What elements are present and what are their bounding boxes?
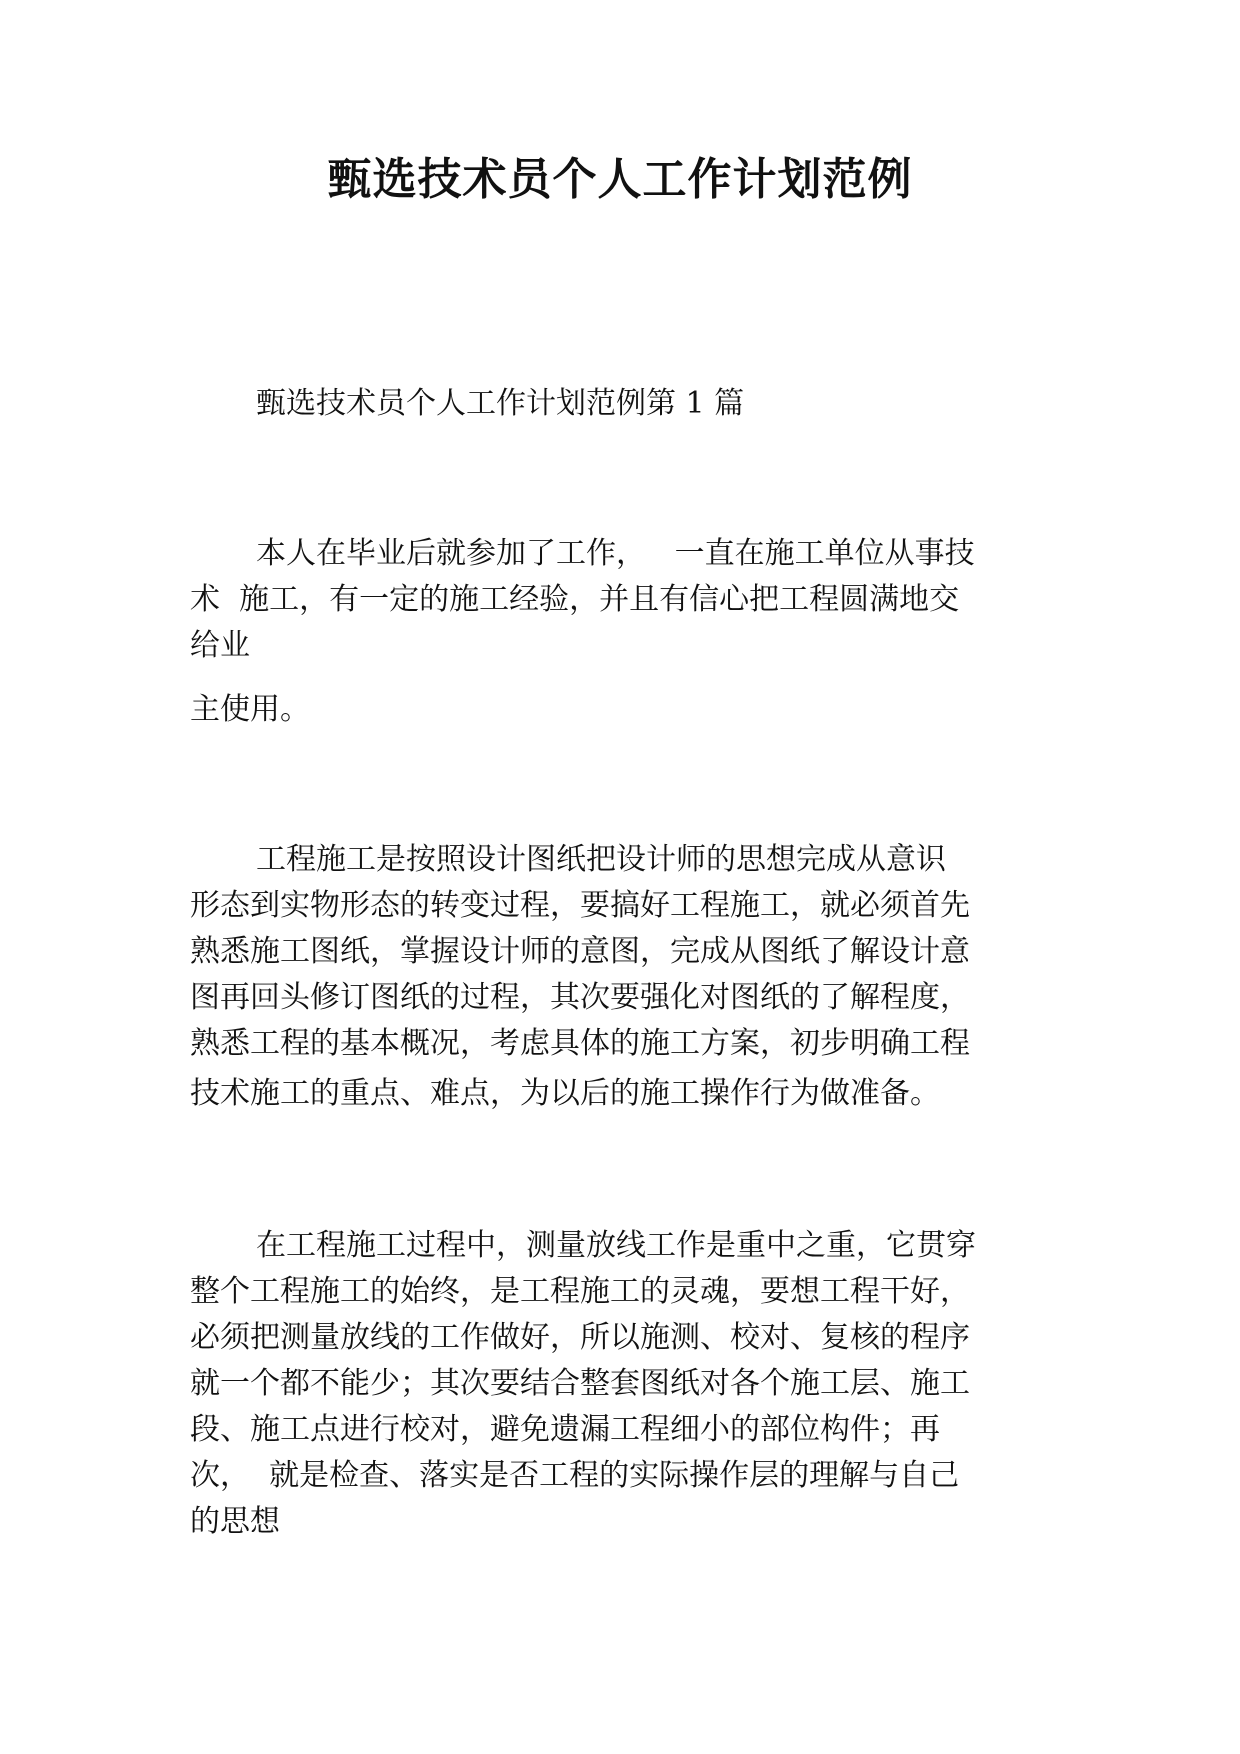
paragraph-line: 段、施工点进行校对，避免遗漏工程细小的部位构件；再 xyxy=(190,1412,940,1447)
paragraph-line: 必须把测量放线的工作做好，所以施测、校对、复核的程序 xyxy=(190,1320,970,1355)
paragraph-line: 形态到实物形态的转变过程，要搞好工程施工，就必须首先 xyxy=(190,888,970,923)
paragraph-line: 工程施工是按照设计图纸把设计师的思想完成从意识 xyxy=(256,842,946,877)
paragraph-line: 本人在毕业后就参加了工作， 一直在施工单位从事技 xyxy=(256,536,975,571)
paragraph-line: 就一个都不能少；其次要结合整套图纸对各个施工层、施工 xyxy=(190,1366,970,1401)
paragraph-line: 在工程施工过程中，测量放线工作是重中之重，它贯穿 xyxy=(256,1228,976,1263)
paragraph-line: 图再回头修订图纸的过程，其次要强化对图纸的了解程度， xyxy=(190,980,970,1015)
paragraph-line: 的思想 xyxy=(190,1504,280,1539)
paragraph-line: 技术施工的重点、难点，为以后的施工操作行为做准备。 xyxy=(190,1076,940,1111)
paragraph-line: 熟悉施工图纸，掌握设计师的意图，完成从图纸了解设计意 xyxy=(190,934,970,969)
section-heading: 甄选技术员个人工作计划范例第 1 篇 xyxy=(256,386,745,421)
paragraph-line: 主使用。 xyxy=(190,692,310,727)
paragraph-line: 整个工程施工的始终，是工程施工的灵魂，要想工程干好， xyxy=(190,1274,970,1309)
document-title: 甄选技术员个人工作计划范例 xyxy=(327,154,913,205)
paragraph-line: 术 施工，有一定的施工经验，并且有信心把工程圆满地交 xyxy=(190,582,960,617)
paragraph-line: 熟悉工程的基本概况，考虑具体的施工方案，初步明确工程 xyxy=(190,1026,970,1061)
paragraph-line: 次， 就是检查、落实是否工程的实际操作层的理解与自己 xyxy=(190,1458,960,1493)
paragraph-line: 给业 xyxy=(190,628,250,663)
